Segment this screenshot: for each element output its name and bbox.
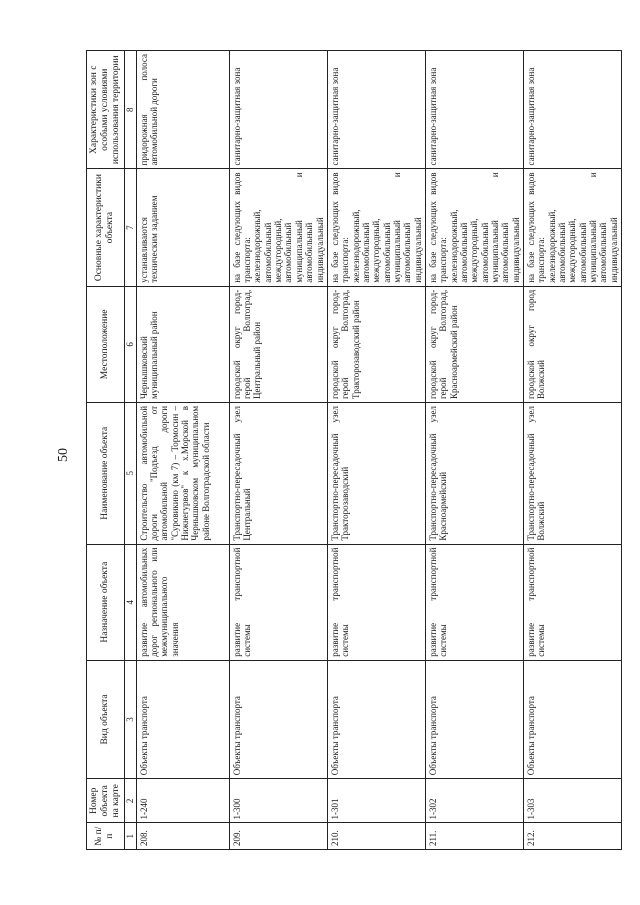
row-number: 212. [524,823,622,850]
header-purpose: Назначение объекта [87,544,125,660]
row-number: 208. [136,823,229,850]
object-location: городской округ город-герой Волгоград, Центральный район [229,286,327,402]
object-characteristics: на базе следующих видов транспорта: железнодорожный, автомобильный междугородный, автомобильный муниципальный и автомобильный индивидуальный [229,169,327,286]
column-number: 7 [124,169,136,286]
object-characteristics: на базе следующих видов транспорта: железнодорожный, автомобильный междугородный, автомобильный муниципальный и автомобильный индивидуальный [425,169,523,286]
header-row [87,51,125,850]
object-type: Объекты транспорта [327,660,425,778]
object-name: Транспортно-пересадочный узел Красноармейский [425,402,523,544]
object-purpose: развитие транспортной системы [425,544,523,660]
object-characteristics: на базе следующих видов транспорта: железнодорожный, автомобильный междугородный, автомобильный муниципальный и автомобильный индивидуальный [327,169,425,286]
zone-characteristics: санитарно-защитная зона [425,51,523,169]
column-number: 6 [124,286,136,402]
header-number: № п/п [87,823,125,850]
header-characteristics: Основные характеристики объекта [87,169,125,286]
object-location: городской округ город-герой Волгоград, Тракторозаводский район [327,286,425,402]
table-row [524,51,622,850]
map-number: 1-303 [524,779,622,823]
column-number: 3 [124,660,136,778]
row-number: 210. [327,823,425,850]
table-row [425,51,523,850]
table-row [327,51,425,850]
object-purpose: развитие транспортной системы [524,544,622,660]
object-name: Транспортно-пересадочный узел Волжский [524,402,622,544]
object-location: городской округ город Волжский [524,286,622,402]
row-number: 211. [425,823,523,850]
object-type: Объекты транспорта [136,660,229,778]
map-number: 1-300 [229,779,327,823]
map-number: 1-301 [327,779,425,823]
zone-characteristics: санитарно-защитная зона [229,51,327,169]
header-map-number: Номер объекта на карте [87,779,125,823]
table-header [87,51,137,850]
objects-table [86,50,622,850]
rotated-table-sheet [86,50,626,850]
column-number: 8 [124,51,136,169]
header-location: Местоположение [87,286,125,402]
column-number-row [124,51,136,850]
map-number: 1-302 [425,779,523,823]
object-type: Объекты транспорта [524,660,622,778]
object-name: Транспортно-пересадочный узел Центральный [229,402,327,544]
object-purpose: развитие автомобильных дорог регионального или межмуниципального значения [136,544,229,660]
column-number: 4 [124,544,136,660]
object-location: Чернышковский муниципальный район [136,286,229,402]
table-row [229,51,327,850]
column-number: 2 [124,779,136,823]
column-number: 5 [124,402,136,544]
object-type: Объекты транспорта [229,660,327,778]
page-number: 50 [56,448,71,462]
object-purpose: развитие транспортной системы [327,544,425,660]
object-characteristics: устанавливаются техническим заданием [136,169,229,286]
table-row [136,51,229,850]
object-location: городской округ город-герой Волгоград, Красноармейский район [425,286,523,402]
header-zone-characteristics: Характеристики зон с особыми условиями использования территории [87,51,125,169]
header-object-type: Вид объекта [87,660,125,778]
object-purpose: развитие транспортной системы [229,544,327,660]
object-type: Объекты транспорта [425,660,523,778]
zone-characteristics: санитарно-защитная зона [327,51,425,169]
header-object-name: Наименование объекта [87,402,125,544]
column-number: 1 [124,823,136,850]
zone-characteristics: придорожная полоса автомобильной дороги [136,51,229,169]
object-name: Строительство автомобильной дороги "Подъезд от автомобильной дороги "Суровикино (км 7) – Тормосин – Нижнегурвов" к х.Морской в Чернышковском муниципальном районе Волгоградской области [136,402,229,544]
object-characteristics: на базе следующих видов транспорта: железнодорожный, автомобильный междугородный, автомобильный муниципальный и автомобильный индивидуальный [524,169,622,286]
map-number: 1-240 [136,779,229,823]
zone-characteristics: санитарно-защитная зона [524,51,622,169]
object-name: Транспортно-пересадочный узел Тракторозаводский [327,402,425,544]
row-number: 209. [229,823,327,850]
